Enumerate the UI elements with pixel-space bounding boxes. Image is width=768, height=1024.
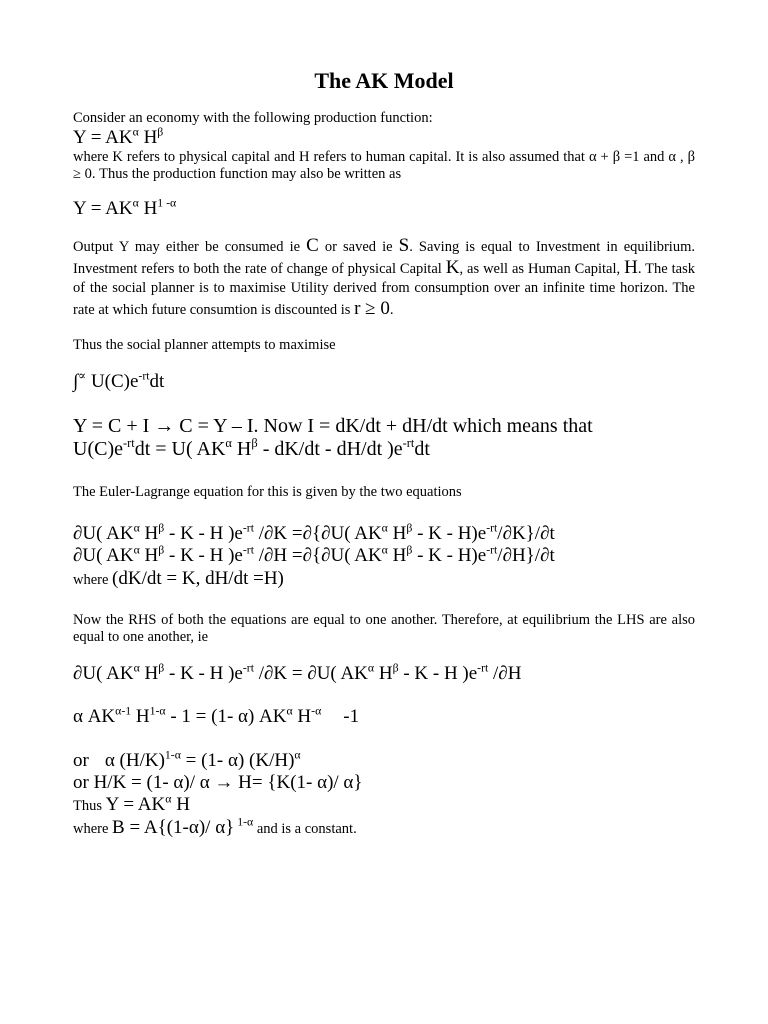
constant-definition: where B = A{(1-α)/ α} $^{1-\alpha}$ and is a constant.	[73, 815, 357, 838]
production-function-alt: $Y = AK^\alpha$ $H^{1 -\alpha}$	[73, 196, 177, 219]
utility-substitution: $U(C)e^{-rt}dt = U$( $AK^\alpha$ $H^\beta - dK/dt - dH/dt$ )$e^{-rt}dt$	[73, 435, 430, 460]
ratio-equation: or α $(H/K)^{1-\alpha} = (1-$ α) $(K/H)^\alpha$	[73, 748, 301, 771]
euler-intro: The Euler-Lagrange equation for this is given by the two equations	[73, 484, 462, 500]
assumption-paragraph: where K refers to physical capital and H refers to human capital. It is also assumed that α + β =1 and α , β ≥ 0. Thus the production function may also be written as	[73, 149, 695, 182]
marginal-equation: α $AK^{\alpha-1}$ $H^{1-\alpha} - 1 = (1-$ α) $AK^\alpha$ $H^{-\alpha}$ -1	[73, 704, 360, 727]
output-paragraph: Output Y may either be consumed ie C or saved ie S. Saving is equal to Investment in equilibrium. Investment refers to both the rate of change of physical Capital K, as well as Human Capital, H. The task of the social planner is to maximise Utility derived from consumption over an infinite time horizon. The rate at which future consumtion is discounted is r ≥ 0.	[73, 235, 695, 319]
ratio-solution: or H/K = (1- α)/ α → H= {K(1- α)/ α}	[73, 772, 363, 793]
euler-equation-h: ∂U( $AK^\alpha$ $H^\beta$ - K - H )$e^{-rt}$ /∂H =∂{∂U( $AK^\alpha$ $H^\beta$ - K - $H)e^{-rt}/\partial H\}/\partial t$	[73, 543, 555, 566]
ak-result: Thus $Y = AK^\alpha$ H	[73, 792, 190, 815]
utility-integral: ∫∝ $U(C)e^{-rt}dt$	[73, 369, 165, 392]
production-function: $Y = AK^\alpha$ $H^\beta$	[73, 125, 164, 148]
euler-equation-k: ∂U( $AK^\alpha$ $H^\beta$ - K - H )$e^{-rt}$ /∂K =∂{∂U( $AK^\alpha$ $H^\beta$ - K - $H)e^{-rt}/\partial K\}/\partial t$	[73, 521, 555, 544]
planner-text: Thus the social planner attempts to maximise	[73, 337, 336, 353]
intro-text: Consider an economy with the following production function:	[73, 110, 433, 126]
euler-where: where (dK/dt = K, dH/dt =H)	[73, 568, 284, 589]
page-title: The AK Model	[314, 68, 454, 93]
budget-constraint: Y = C + I → C = Y – I. Now I = dK/dt + dH/dt which means that	[73, 415, 593, 437]
rhs-paragraph: Now the RHS of both the equations are equal to one another. Therefore, at equilibrium the LHS are also equal to one another, ie	[73, 612, 695, 645]
equilibrium-equation: ∂U( $AK^\alpha$ $H^\beta$ - K - H )$e^{-rt}$ /∂K = ∂U( $AK^\alpha$ $H^\beta$ - K - H )$e^{-rt}$ /∂H	[73, 661, 522, 684]
